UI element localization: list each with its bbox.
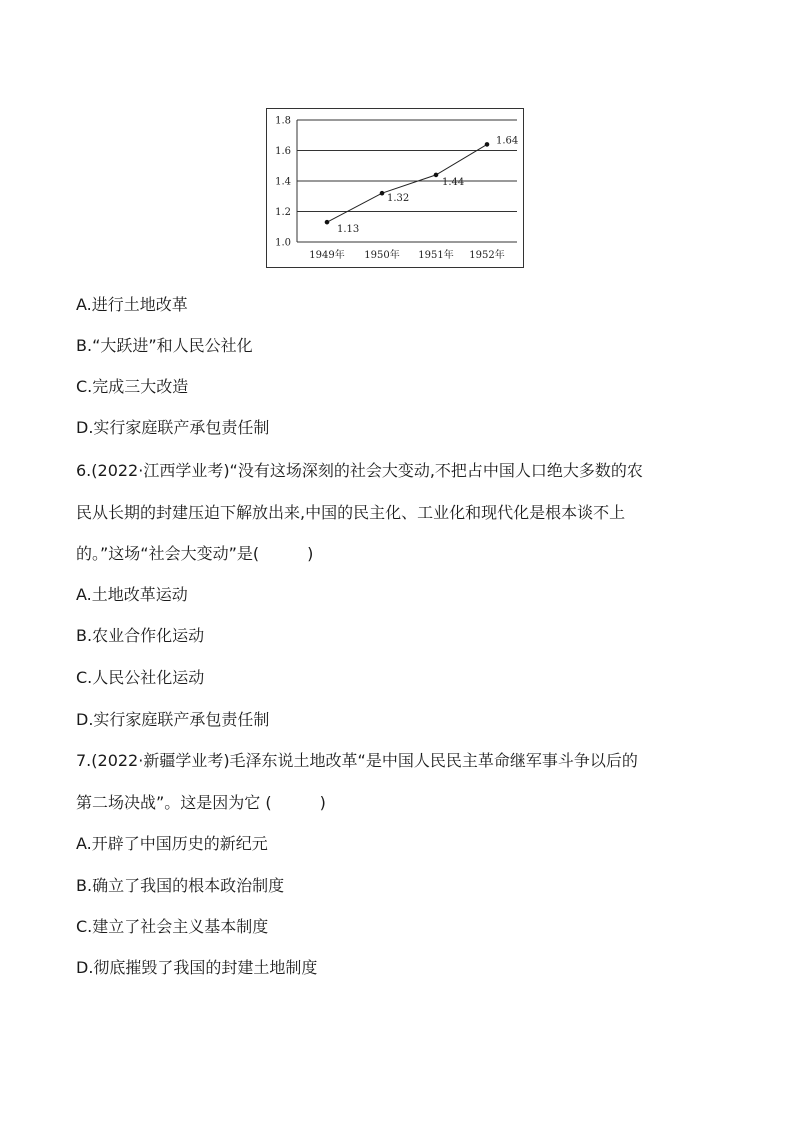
x-tick-label: 1950年 [364,250,400,261]
q6-stem-line-1: 6.(2022·江西学业考)“没有这场深刻的社会大变动,不把占中国人口绝大多数的农 [76,461,643,480]
q7-option-b: B.确立了我国的根本政治制度 [76,876,285,895]
q6-stem-line-2: 民从长期的封建压迫下解放出来,中国的民主化、工业化和现代化是根本谈不上 [76,503,626,522]
q5-option-a: A.进行土地改革 [76,295,188,314]
q7-stem-line-2: 第二场决战”。这是因为它 ( ) [76,793,326,812]
q5-option-d: D.实行家庭联产承包责任制 [76,418,270,437]
q7-option-a: A.开辟了中国历史的新纪元 [76,834,268,853]
q7-option-d: D.彻底摧毁了我国的封建土地制度 [76,958,318,977]
y-tick-label: 1.2 [275,207,291,218]
data-point [380,191,385,196]
q6-option-a: A.土地改革运动 [76,585,188,604]
data-point [325,220,330,225]
x-tick-label: 1952年 [469,250,505,261]
q5-option-b: B.“大跃进”和人民公社化 [76,336,253,355]
q6-stem-line-3: 的。”这场“社会大变动”是( ) [76,544,314,563]
data-label: 1.44 [442,176,465,188]
y-tick-label: 1.6 [275,146,291,157]
data-point [485,142,490,147]
line-chart [266,108,524,268]
y-tick-label: 1.0 [275,237,291,249]
data-label: 1.64 [496,135,519,147]
x-tick-label: 1949年 [309,250,345,261]
data-label: 1.32 [387,193,410,205]
q7-stem-line-1: 7.(2022·新疆学业考)毛泽东说土地改革“是中国人民民主革命继军事斗争以后的 [76,751,638,770]
q5-option-c: C.完成三大改造 [76,377,189,396]
q6-option-c: C.人民公社化运动 [76,668,205,687]
x-tick-label: 1951年 [418,250,454,261]
y-tick-label: 1.8 [275,115,291,127]
data-label: 1.13 [337,224,360,236]
chart-svg [267,109,523,267]
q6-option-b: B.农业合作化运动 [76,626,205,645]
q7-option-c: C.建立了社会主义基本制度 [76,917,269,936]
q6-option-d: D.实行家庭联产承包责任制 [76,710,270,729]
data-point [434,173,439,178]
y-tick-label: 1.4 [275,176,291,188]
